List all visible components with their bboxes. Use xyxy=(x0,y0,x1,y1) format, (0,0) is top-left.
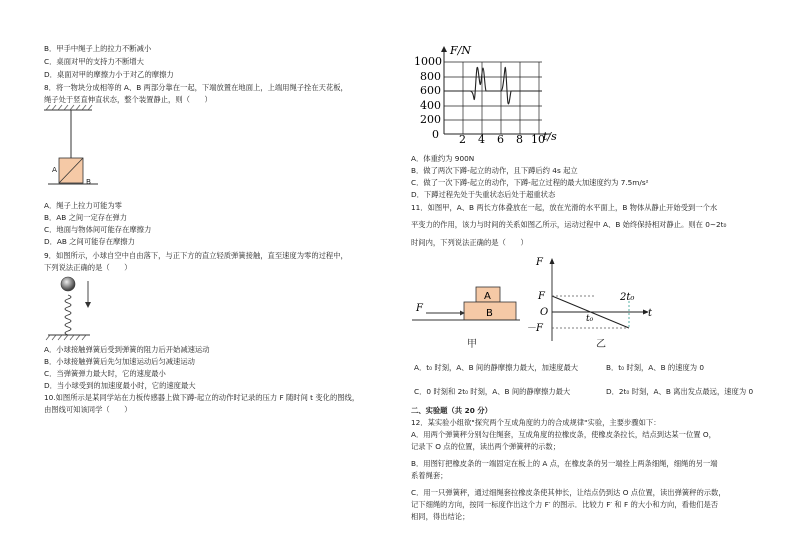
q8-option-c: C．地面与物体间可能存在摩擦力 xyxy=(44,225,152,234)
q8-option-b: B．AB 之间一定存在弹力 xyxy=(44,213,127,222)
force-f-label: F xyxy=(416,303,423,314)
q9-spring-figure xyxy=(46,275,106,345)
y-tick-600: 600 xyxy=(420,84,441,97)
q8-stem-line2: 绳子处于竖直伸直状态，整个装置静止，则（ ） xyxy=(44,95,212,104)
q11-stem-line3: 时间内，下列说法正确的是（ ） xyxy=(411,238,528,247)
y-tick-200: 200 xyxy=(420,113,441,126)
graph-t-axis-label: t xyxy=(648,308,653,319)
graph-t0-label: t₀ xyxy=(586,314,594,324)
q9-option-b: B．小球接触弹簧后先匀加速运动后匀减速运动 xyxy=(44,357,195,366)
x-tick-10: 10 xyxy=(531,133,545,146)
q7-option-c: C．桌面对甲的支持力不断增大 xyxy=(44,57,144,66)
q12-step-b-line1: B．用图钉把橡皮条的一端固定在板上的 A 点，在橡皮条的另一端拴上两条细绳，细绳的另一端 xyxy=(411,459,718,468)
q10-stem-line2: 由图线可知该同学（ ） xyxy=(44,405,132,414)
x-tick-8: 8 xyxy=(516,133,523,146)
q11-option-b: B．t₀ 时刻，A、B 的速度为 0 xyxy=(606,363,705,372)
q9-stem-line2: 下列说法正确的是（ ） xyxy=(44,263,132,272)
q11-stem-line1: 11．如图甲，A、B 两长方体叠放在一起，放在光滑的水平面上，B 物体从静止开始受到一个水 xyxy=(411,203,718,212)
q11-stem-line2: 平变力的作用，该力与时间的关系如图乙所示，运动过程中 A、B 始终保持相对静止。则在 0~2t₀ xyxy=(411,220,727,229)
q10-option-b: B．做了两次下蹲-起立的动作，且下蹲后约 4s 起立 xyxy=(411,166,578,175)
q8-option-a: A．绳子上拉力可能为零 xyxy=(44,201,122,210)
q8-block-figure xyxy=(44,105,144,185)
q7-option-d: D．桌面对甲的摩擦力小于对乙的摩擦力 xyxy=(44,70,174,79)
graph-origin-label: O xyxy=(540,307,549,318)
y-tick-400: 400 xyxy=(420,99,441,112)
q11-option-d: D．2t₀ 时刻，A、B 离出发点最远，速度为 0 xyxy=(606,387,754,396)
block-b-label: B xyxy=(486,308,493,319)
fig-jia-caption: 甲 xyxy=(467,339,477,350)
q12-step-c-line2: 记下细绳的方向，按同一标度作出这个力 F′ 的图示．比较力 F′ 和 F 的大小和方向，看他们是否 xyxy=(411,500,719,509)
x-tick-6: 6 xyxy=(497,133,504,146)
block-a-label: A xyxy=(484,291,491,302)
q7-option-b: B．甲手中绳子上的拉力不断减小 xyxy=(44,44,152,53)
q11-option-a: A．t₀ 时刻，A、B 间的静摩擦力最大，加速度最大 xyxy=(414,363,579,372)
q9-option-c: C．当弹簧弹力最大时，它的速度最小 xyxy=(44,369,166,378)
graph-neg-f-label: －F xyxy=(526,323,543,334)
fig-yi-caption: 乙 xyxy=(596,339,606,350)
q10-stem-line1: 10.如图所示是某同学站在力板传感器上做下蹲-起立的动作时记录的压力 F 随时间 t 变化的图线， xyxy=(44,393,360,402)
q12-step-a-line2: 记录下 O 点的位置，读出两个弹簧秤的示数； xyxy=(411,442,561,451)
y-tick-0: 0 xyxy=(432,128,439,141)
q12-step-c-line1: C．用一只弹簧秤，通过细绳套拉橡皮条使其伸长，让结点仍到达 O 点位置，读出弹簧秤的示数， xyxy=(411,488,726,497)
x-axis-label: t/s xyxy=(543,130,557,143)
q9-stem-line1: 9．如图所示，小球自空中自由落下，与正下方的直立轻质弹簧接触，直至速度为零的过程中， xyxy=(44,251,348,260)
y-tick-1000: 1000 xyxy=(414,55,442,68)
q10-option-c: C．做了一次下蹲-起立的动作，下蹲-起立过程的最大加速度约为 7.5m/s² xyxy=(411,178,649,187)
q11-fig-yi-graph xyxy=(526,255,664,345)
q8-stem-line1: 8．将一物块分成相等的 A、B 两部分靠在一起，下端放置在地面上，上端用绳子拴在天花板， xyxy=(44,83,348,92)
y-tick-800: 800 xyxy=(420,70,441,83)
section-2-title: 二、实验题（共 20 分） xyxy=(411,406,492,415)
q10-option-a: A．体重约为 900N xyxy=(411,154,475,163)
q11-option-c: C．0 时刻和 2t₀ 时刻，A、B 间的静摩擦力最大 xyxy=(414,387,571,396)
q10-force-time-graph xyxy=(414,44,558,146)
q8-option-d: D．AB 之间可能存在摩擦力 xyxy=(44,237,135,246)
q8-label-b: B xyxy=(86,177,92,186)
q9-option-a: A．小球接触弹簧后受到弹簧的阻力后开始减速运动 xyxy=(44,345,210,354)
x-tick-4: 4 xyxy=(478,133,485,146)
graph-f-value-label: F xyxy=(538,291,545,302)
q9-option-d: D．当小球受到的加速度最小时，它的速度最大 xyxy=(44,381,196,390)
q12-stem: 12．某实验小组欲"探究两个互成角度的力的合成规律"实验，主要步骤如下： xyxy=(411,418,661,427)
graph-f-axis-label: F xyxy=(536,257,543,268)
q11-fig-jia xyxy=(412,285,522,335)
graph-2t0-label: 2t₀ xyxy=(620,292,635,303)
y-axis-label: F/N xyxy=(450,44,471,57)
q12-step-a-line1: A．用两个弹簧秤分别勾住绳套，互成角度的拉橡皮条，使橡皮条拉长，结点到达某一位置 O， xyxy=(411,430,716,439)
q10-option-d: D．下蹲过程先处于失重状态后处于超重状态 xyxy=(411,190,556,199)
q8-label-a: A xyxy=(52,165,57,174)
q12-step-b-line2: 系着绳套； xyxy=(411,471,448,480)
x-tick-2: 2 xyxy=(459,133,466,146)
q12-step-c-line3: 相同，得出结论； xyxy=(411,512,470,521)
